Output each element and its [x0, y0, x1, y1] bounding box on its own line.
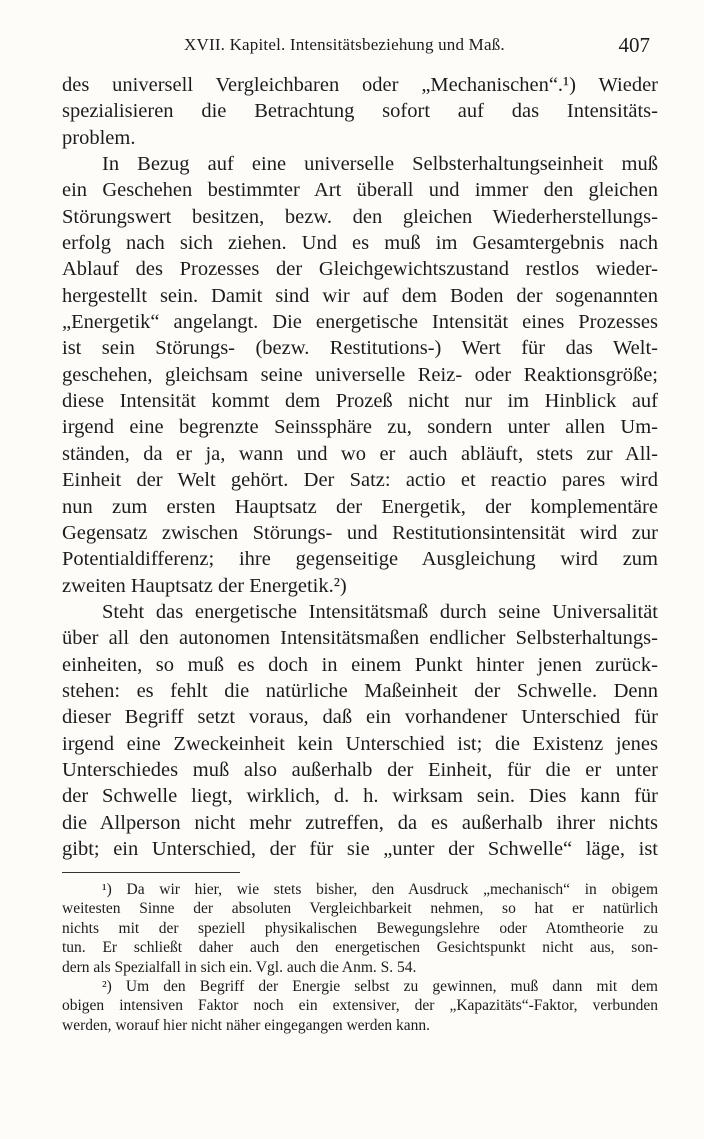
footnote-line: ²) Um den Begriff der Energie selbst zu gewinnen, muß dann mit dem: [102, 977, 658, 995]
main-text: [62, 72, 658, 862]
text-line: Ablauf des Prozesses der Gleichgewichtszustand restlos wieder-: [62, 258, 658, 281]
footnote-line: ¹) Da wir hier, wie stets bisher, den Ausdruck „mechanisch“ in obigem: [102, 881, 658, 898]
page-number: 407: [618, 33, 650, 57]
text-line: einheiten, so muß es doch in einem Punkt hinter jenen zurück-: [62, 653, 658, 676]
text-line: gibt; ein Unterschied, der für sie „unter der Schwelle“ läge, ist: [62, 837, 658, 860]
text-line: der Schwelle liegt, wirklich, d. h. wirksam sein. Dies kann für: [62, 785, 658, 808]
text-line: nun zum ersten Hauptsatz der Energetik, der komplementäre: [62, 495, 658, 518]
text-line: Gegensatz zwischen Störungs- und Restitutionsintensität wird zur: [62, 521, 658, 544]
footnote-line: obigen intensiven Faktor noch ein extensiver, der „Kapazitäts“-Faktor, verbunden: [62, 997, 658, 1015]
text-line: über all den autonomen Intensitätsmaßen endlicher Selbsterhaltungs-: [62, 627, 658, 650]
text-line: hergestellt sein. Damit sind wir auf dem Boden der sogenannten: [62, 284, 658, 307]
text-line: die Allperson nicht mehr zutreffen, da es außerhalb ihrer nichts: [62, 811, 658, 834]
text-line: ist sein Störungs- (bezw. Restitutions-) Wert für das Welt-: [62, 337, 658, 360]
text-line: Potentialdifferenz; ihre gegenseitige Ausgleichung wird zum: [62, 548, 658, 571]
footnote-line: nichts mit der speziell physikalischen Bewegungslehre oder Atomtheorie zu: [62, 919, 658, 937]
text-line: geschehen, gleichsam seine universelle Reiz- oder Reaktionsgröße;: [62, 363, 658, 386]
paragraph-start-line: In Bezug auf eine universelle Selbsterhaltungseinheit muß: [102, 153, 658, 176]
footnotes: [62, 880, 658, 1035]
text-line: stehen: es fehlt die natürliche Maßeinheit der Schwelle. Denn: [62, 679, 658, 702]
running-title: XVII. Kapitel. Intensitätsbeziehung und Maß.: [184, 35, 505, 54]
text-line: „Energetik“ angelangt. Die energetische Intensität eines Prozesses: [62, 311, 658, 334]
text-line: dieser Begriff setzt voraus, daß ein vorhandener Unterschied für: [62, 706, 658, 729]
text-line: spezialisieren die Betrachtung sofort auf das Intensitäts-: [62, 100, 658, 123]
text-line: Einheit der Welt gehört. Der Satz: actio et reactio pares wird: [62, 469, 658, 492]
footnote-rule: [62, 872, 240, 873]
text-line: ein Geschehen bestimmter Art überall und immer den gleichen: [62, 179, 658, 202]
text-line: ständen, da er ja, wann und wo er auch abläuft, stets zur All-: [62, 442, 658, 465]
text-line: erfolg nach sich ziehen. Und es muß im Gesamtergebnis nach: [62, 232, 658, 255]
footnote-line: werden, worauf hier nicht näher eingegangen werden kann.: [62, 1016, 430, 1034]
running-header: [62, 33, 664, 63]
text-line: irgend eine Zweckeinheit kein Unterschied ist; die Existenz jenes: [62, 732, 658, 755]
paragraph-start-line: Steht das energetische Intensitätsmaß durch seine Universalität: [102, 600, 658, 623]
text-line: zweiten Hauptsatz der Energetik.²): [62, 574, 347, 597]
footnote-line: dern als Spezialfall in sich ein. Vgl. auch die Anm. S. 54.: [62, 958, 417, 976]
text-line: des universell Vergleichbaren oder „Mechanischen“.¹) Wieder: [62, 74, 658, 96]
text-line: Störungswert besitzen, bezw. den gleichen Wiederherstellungs-: [62, 205, 658, 228]
text-line: Unterschiedes muß also außerhalb der Einheit, für die er unter: [62, 758, 658, 781]
text-line: problem.: [62, 126, 136, 149]
text-line: diese Intensität kommt dem Prozeß nicht nur im Hinblick auf: [62, 390, 658, 413]
text-line: irgend eine begrenzte Seinssphäre zu, sondern unter allen Um-: [62, 416, 658, 439]
footnote-line: weitesten Sinne der absoluten Vergleichbarkeit nehmen, so hat er natürlich: [62, 900, 658, 918]
footnote-line: tun. Er schließt daher auch den energetischen Gesichtspunkt nicht aus, son-: [62, 939, 658, 957]
